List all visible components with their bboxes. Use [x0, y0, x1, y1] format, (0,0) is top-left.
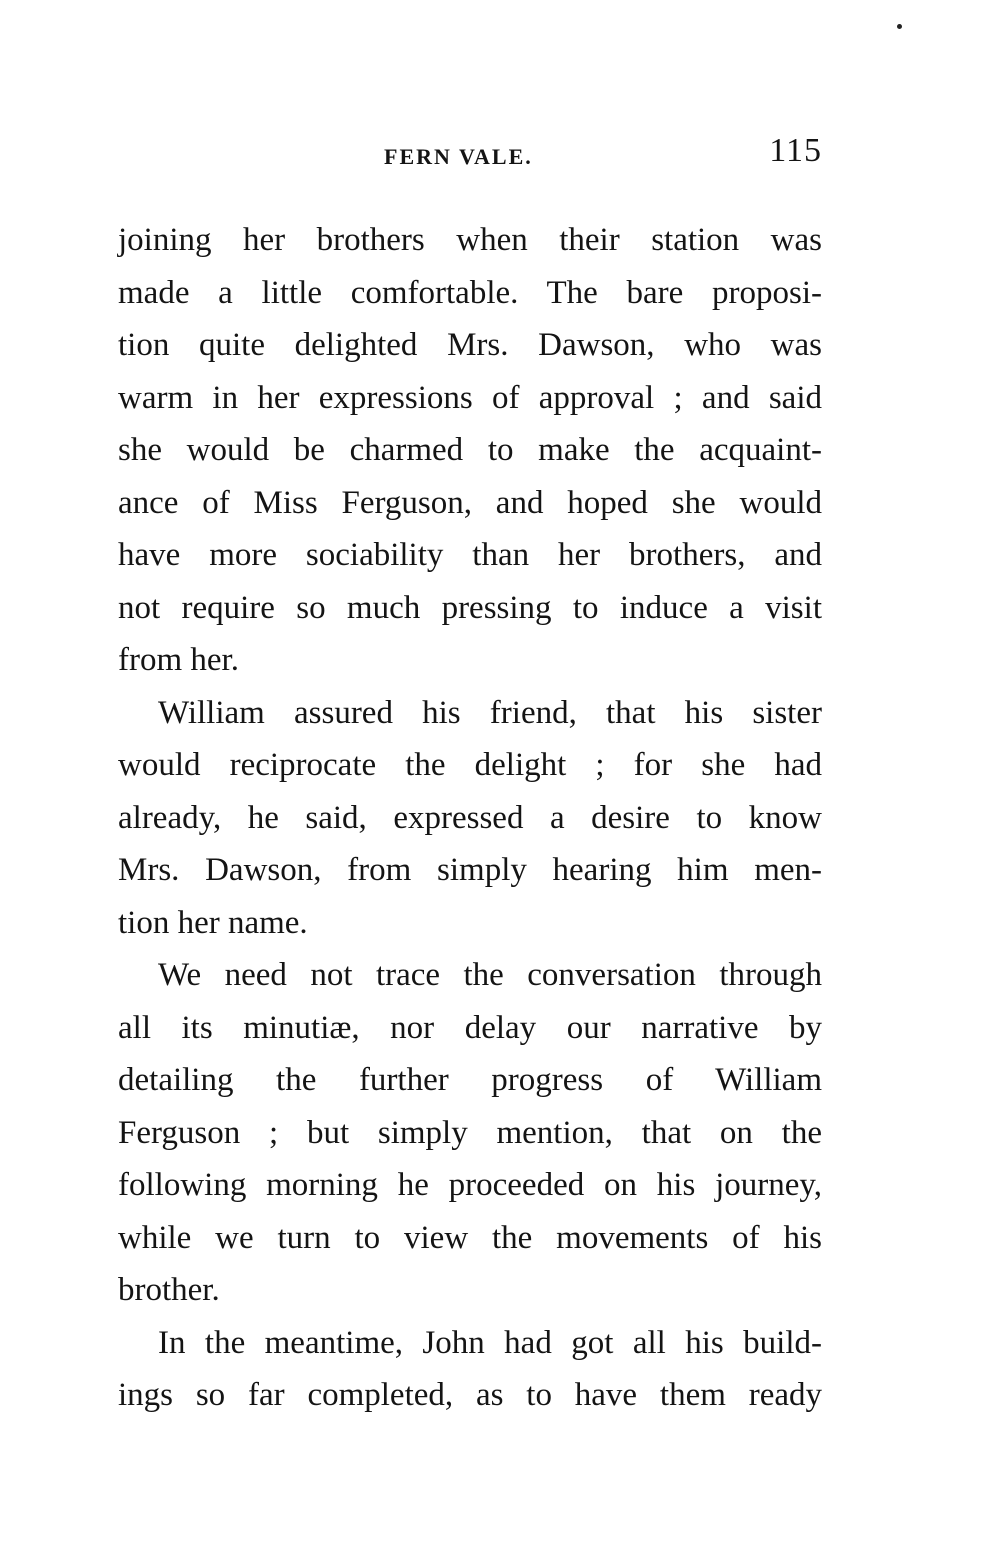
text-line: would reciprocate the delight ; for she had [118, 747, 822, 783]
text-line: have more sociability than her brothers, and [118, 537, 822, 573]
running-title: FERN VALE. [384, 144, 533, 169]
paragraph [118, 214, 822, 687]
text-line: ings so far completed, as to have them ready [118, 1377, 822, 1413]
text-line: joining her brothers when their station was [118, 222, 822, 258]
text-line: Ferguson ; but simply mention, that on the [118, 1114, 822, 1151]
paragraph [118, 949, 822, 1317]
text-line: already, he said, expressed a desire to know [118, 799, 822, 836]
text-line: tion her name. [118, 904, 308, 941]
text-line: from her. [118, 642, 239, 678]
text-line: Mrs. Dawson, from simply hearing him men- [118, 852, 822, 888]
text-line: brother. [118, 1272, 220, 1308]
text-line: William assured his friend, that his sister [158, 694, 822, 731]
text-line: while we turn to view the movements of his [118, 1219, 822, 1256]
text-line: not require so much pressing to induce a visit [118, 589, 822, 626]
text-line: all its minutiæ, nor delay our narrative by [118, 1009, 822, 1046]
text-line: she would be charmed to make the acquaint- [118, 432, 822, 468]
text-line: following morning he proceeded on his journey, [118, 1167, 822, 1203]
text-line: We need not trace the conversation through [158, 957, 822, 993]
page-number: 115 [769, 132, 822, 169]
text-line: In the meantime, John had got all his build- [158, 1324, 822, 1361]
ink-speck [897, 24, 902, 29]
running-header [118, 132, 822, 176]
text-line: warm in her expressions of approval ; and said [118, 379, 822, 416]
text-line: detailing the further progress of William [118, 1062, 822, 1098]
body-text [118, 214, 822, 1422]
text-line: ance of Miss Ferguson, and hoped she would [118, 484, 822, 521]
paragraph [118, 1317, 822, 1422]
text-line: tion quite delighted Mrs. Dawson, who was [118, 327, 822, 363]
text-line: made a little comfortable. The bare proposi- [118, 274, 822, 311]
paragraph [118, 687, 822, 950]
